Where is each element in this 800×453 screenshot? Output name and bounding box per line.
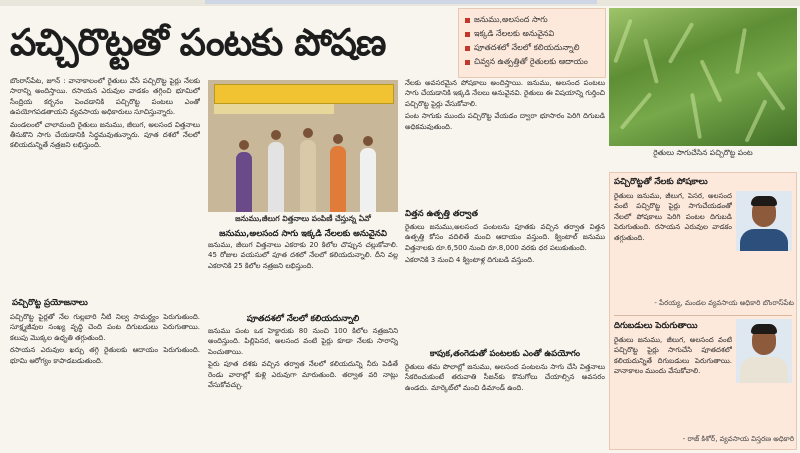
teaser-text: పూతదశలో నేలలో కలియదున్నాలి: [474, 43, 580, 52]
paragraph: జనుము, జీలుగ విత్తనాలు ఎకరాకు 20 కిలోల చొప్పున చల్లుకోవాలి. 45 రోజుల వయసులో పూత దశలో నేలలో కలియదున్నాలి. దీని వల్ల ఎకరానికి 25 కిలోల నత్రజని లభిస్తుంది.: [208, 241, 398, 270]
paragraph: పచ్చిరొట్ట పైర్లతో నేల గుల్లబారి నీటి నిల్వ సామర్థ్యం పెరుగుతుంది. సూక్ష్మజీవుల సంఖ్య వృద్ధి చెంది పంట దిగుబడులు పెరుగుతాయి. కలుపు మొక్కల ఉధృతి తగ్గుతుంది.: [10, 313, 200, 342]
teaser-text: ఇక్కడి నేలలకు అనువైనవి: [474, 29, 555, 38]
article-column-1b: [10, 312, 200, 452]
crop-photo: [609, 8, 797, 146]
paragraph: ఎకరానికి 3 నుంచి 4 క్వింటాళ్ల దిగుబడి వస్తుంది.: [405, 256, 535, 265]
quote-text: రైతులు జనుము, జీలుగ, పెసర, అలసంద వంటి పచ్చిరొట్ట పైర్లు సాగుచేయడంతో నేలలో పోషకాలు పెరిగి పంటల దిగుబడి పెరుగుతుంది. రసాయన ఎరువుల వాడకం తగ్గుతుంది.: [614, 192, 732, 242]
bullet-icon: [465, 18, 470, 23]
top-strip-accent: [205, 0, 597, 4]
article-column-1: [10, 76, 200, 294]
teaser-item: [465, 41, 599, 55]
crop-photo-caption: రైతులు సాగుచేసిన పచ్చిరొట్ట పంట: [653, 148, 753, 157]
bullet-icon: [465, 60, 470, 65]
paragraph: బొంరాస్‌పేట, జూన్‌ : వానాకాలంలో రైతులు వేసే పచ్చిరొట్ట పైర్లు నేలకు సారాన్ని అందిస్తాయి. రసాయన ఎరువుల వాడకం తగ్గించి భూమిలో సేంద్రియ కర్బనం పెంచడానికి పచ్చిరొట్ట పంటలు ఎంతో ఉపయోగపడతాయని వ్యవసాయ అధికారులు సూచిస్తున్నారు.: [10, 77, 200, 117]
article-column-2b: [208, 240, 398, 306]
distribution-photo: [208, 80, 398, 212]
bullet-icon: [465, 46, 470, 51]
paragraph: జనుము పంట ఒక హెక్టారుకు 80 నుంచి 100 కిలోల నత్రజనిని అందిస్తుంది. పిల్లిపెసర, అలసంద వంటి పైర్లు కూడా నేలకు సారాన్ని పెంచుతాయి.: [208, 327, 398, 356]
avatar: [736, 191, 792, 251]
photo-banner-secondary: [214, 104, 334, 114]
teaser-item: [465, 27, 599, 41]
quote-heading: దిగుబడులు పెరుగుతాయి: [614, 321, 698, 331]
bullet-icon: [465, 32, 470, 37]
paragraph: రైతులు జనుము,అలసంద పంటలను పూతకు వచ్చిన తర్వాత విత్తన ఉత్పత్తి కోసం వదిలితే మంచి ఆదాయం వస్తుంది. క్వింటాల్‌ జనుము విత్తనాలకు రూ.6,500 నుంచి రూ.8,000 వరకు ధర పలుకుతుంది.: [405, 223, 605, 252]
teaser-item: [465, 13, 599, 27]
paragraph: పైరు పూత దశకు వచ్చిన తర్వాత నేలలో కలియదున్ని నీరు పెడితే రెండు వారాల్లో కుళ్లి ఎరువుగా మారుతుంది. తర్వాత వరి నాట్లు వేసుకోవచ్చు.: [208, 360, 398, 390]
divider: [614, 315, 792, 316]
quote-signature: - పేరయ్య, మండల వ్యవసాయ అధికారి బొంరాస్‌పేట: [654, 299, 794, 307]
subhead-crop-use: కాపుక,తంగెడుతో పంటలకు ఎంతో ఉపయోగం: [429, 349, 581, 359]
teaser-text: జనుము,అలసంద సాగు: [474, 15, 548, 24]
subhead-soil-suitable: జనుము,అలసంద సాగు ఇక్కడి నేలలకు అనువైనవి: [219, 229, 387, 239]
photo-banner: [214, 84, 394, 104]
teaser-box: [458, 8, 606, 78]
article-column-3c: [405, 362, 605, 452]
subhead-seed-production: విత్తన ఉత్పత్తి తర్వాత: [405, 209, 478, 219]
quote-text: రైతులు జనుము, జీలుగ, అలసంద వంటి పచ్చిరొట్ట పైర్లు సాగుచేసి పూతదశలో కలియదున్నితే దిగుబడులు పెరుగుతాయి. వానాకాలం ముందు వేసుకోవాలి.: [614, 336, 732, 376]
article-column-3b: [405, 222, 605, 344]
paragraph: రసాయన ఎరువుల ఖర్చు తగ్గి రైతులకు ఆదాయం పెరుగుతుంది. భూమి ఆరోగ్యం కాపాడబడుతుంది.: [10, 346, 200, 365]
quote-signature: - రాజ్ కిశోర్, వ్యవసాయ విస్తరణ అధికారి: [682, 435, 794, 443]
subhead-flowering-stage: పూతదశలో నేలలో కలియదున్నాలి: [246, 314, 360, 324]
subhead-benefits: పచ్చిరొట్ట ప్రయోజనాలు: [12, 298, 88, 308]
top-strip: [0, 0, 800, 6]
distribution-photo-caption: జనుము,జీలుగ విత్తనాలు పంపిణీ చేస్తున్న ఏవో: [235, 214, 371, 223]
avatar: [736, 319, 792, 383]
paragraph: నేలకు అవసరమైన పోషకాలు అందిస్తాయి. జనుము, అలసంద పంటలు సాగు చేయడానికి ఇక్కడి నేలలు అనువైనవి. రైతులు ఈ విషయాన్ని గుర్తించి పచ్చిరొట్ట పైర్లు వేసుకోవాలి.: [405, 79, 605, 108]
page-headline: పచ్చిరొట్టతో పంటకు పోషణ: [10, 20, 386, 64]
teaser-item: [465, 55, 599, 69]
quote-heading: పచ్చిరొట్టతో నేలకు పోషకాలు: [614, 177, 708, 187]
paragraph: మండలంలో చాలామంది రైతులు జనుము, జీలుగ, అలసంద విత్తనాలు తీసుకొని సాగు చేయడానికి సిద్ధమవుతున్నారు. పూత దశలో నేలలో కలియదున్నితే నత్రజని లభిస్తుంది.: [10, 120, 200, 150]
teaser-text: చివ్వన ఉత్పత్తితో రైతులకు ఆదాయం: [474, 57, 588, 66]
article-column-2c: [208, 326, 398, 452]
paragraph: పంట సాగుకు ముందు పచ్చిరొట్ట వేయడం ద్వారా భూసారం పెరిగి దిగుబడి అధికమవుతుంది.: [405, 112, 605, 131]
expert-quotes-box: [609, 172, 797, 450]
article-column-3: [405, 78, 605, 206]
paragraph: రైతులు తమ పొలాల్లో జనుము, అలసంద పంటలను సాగు చేసి విత్తనాలు సేకరించుకుంటే తరువాతి సీజన్‌కు కొనుగోలు చేయాల్సిన అవసరం ఉండదు. మార్కెట్‌లో మంచి డిమాండ్‌ ఉంది.: [405, 363, 605, 392]
